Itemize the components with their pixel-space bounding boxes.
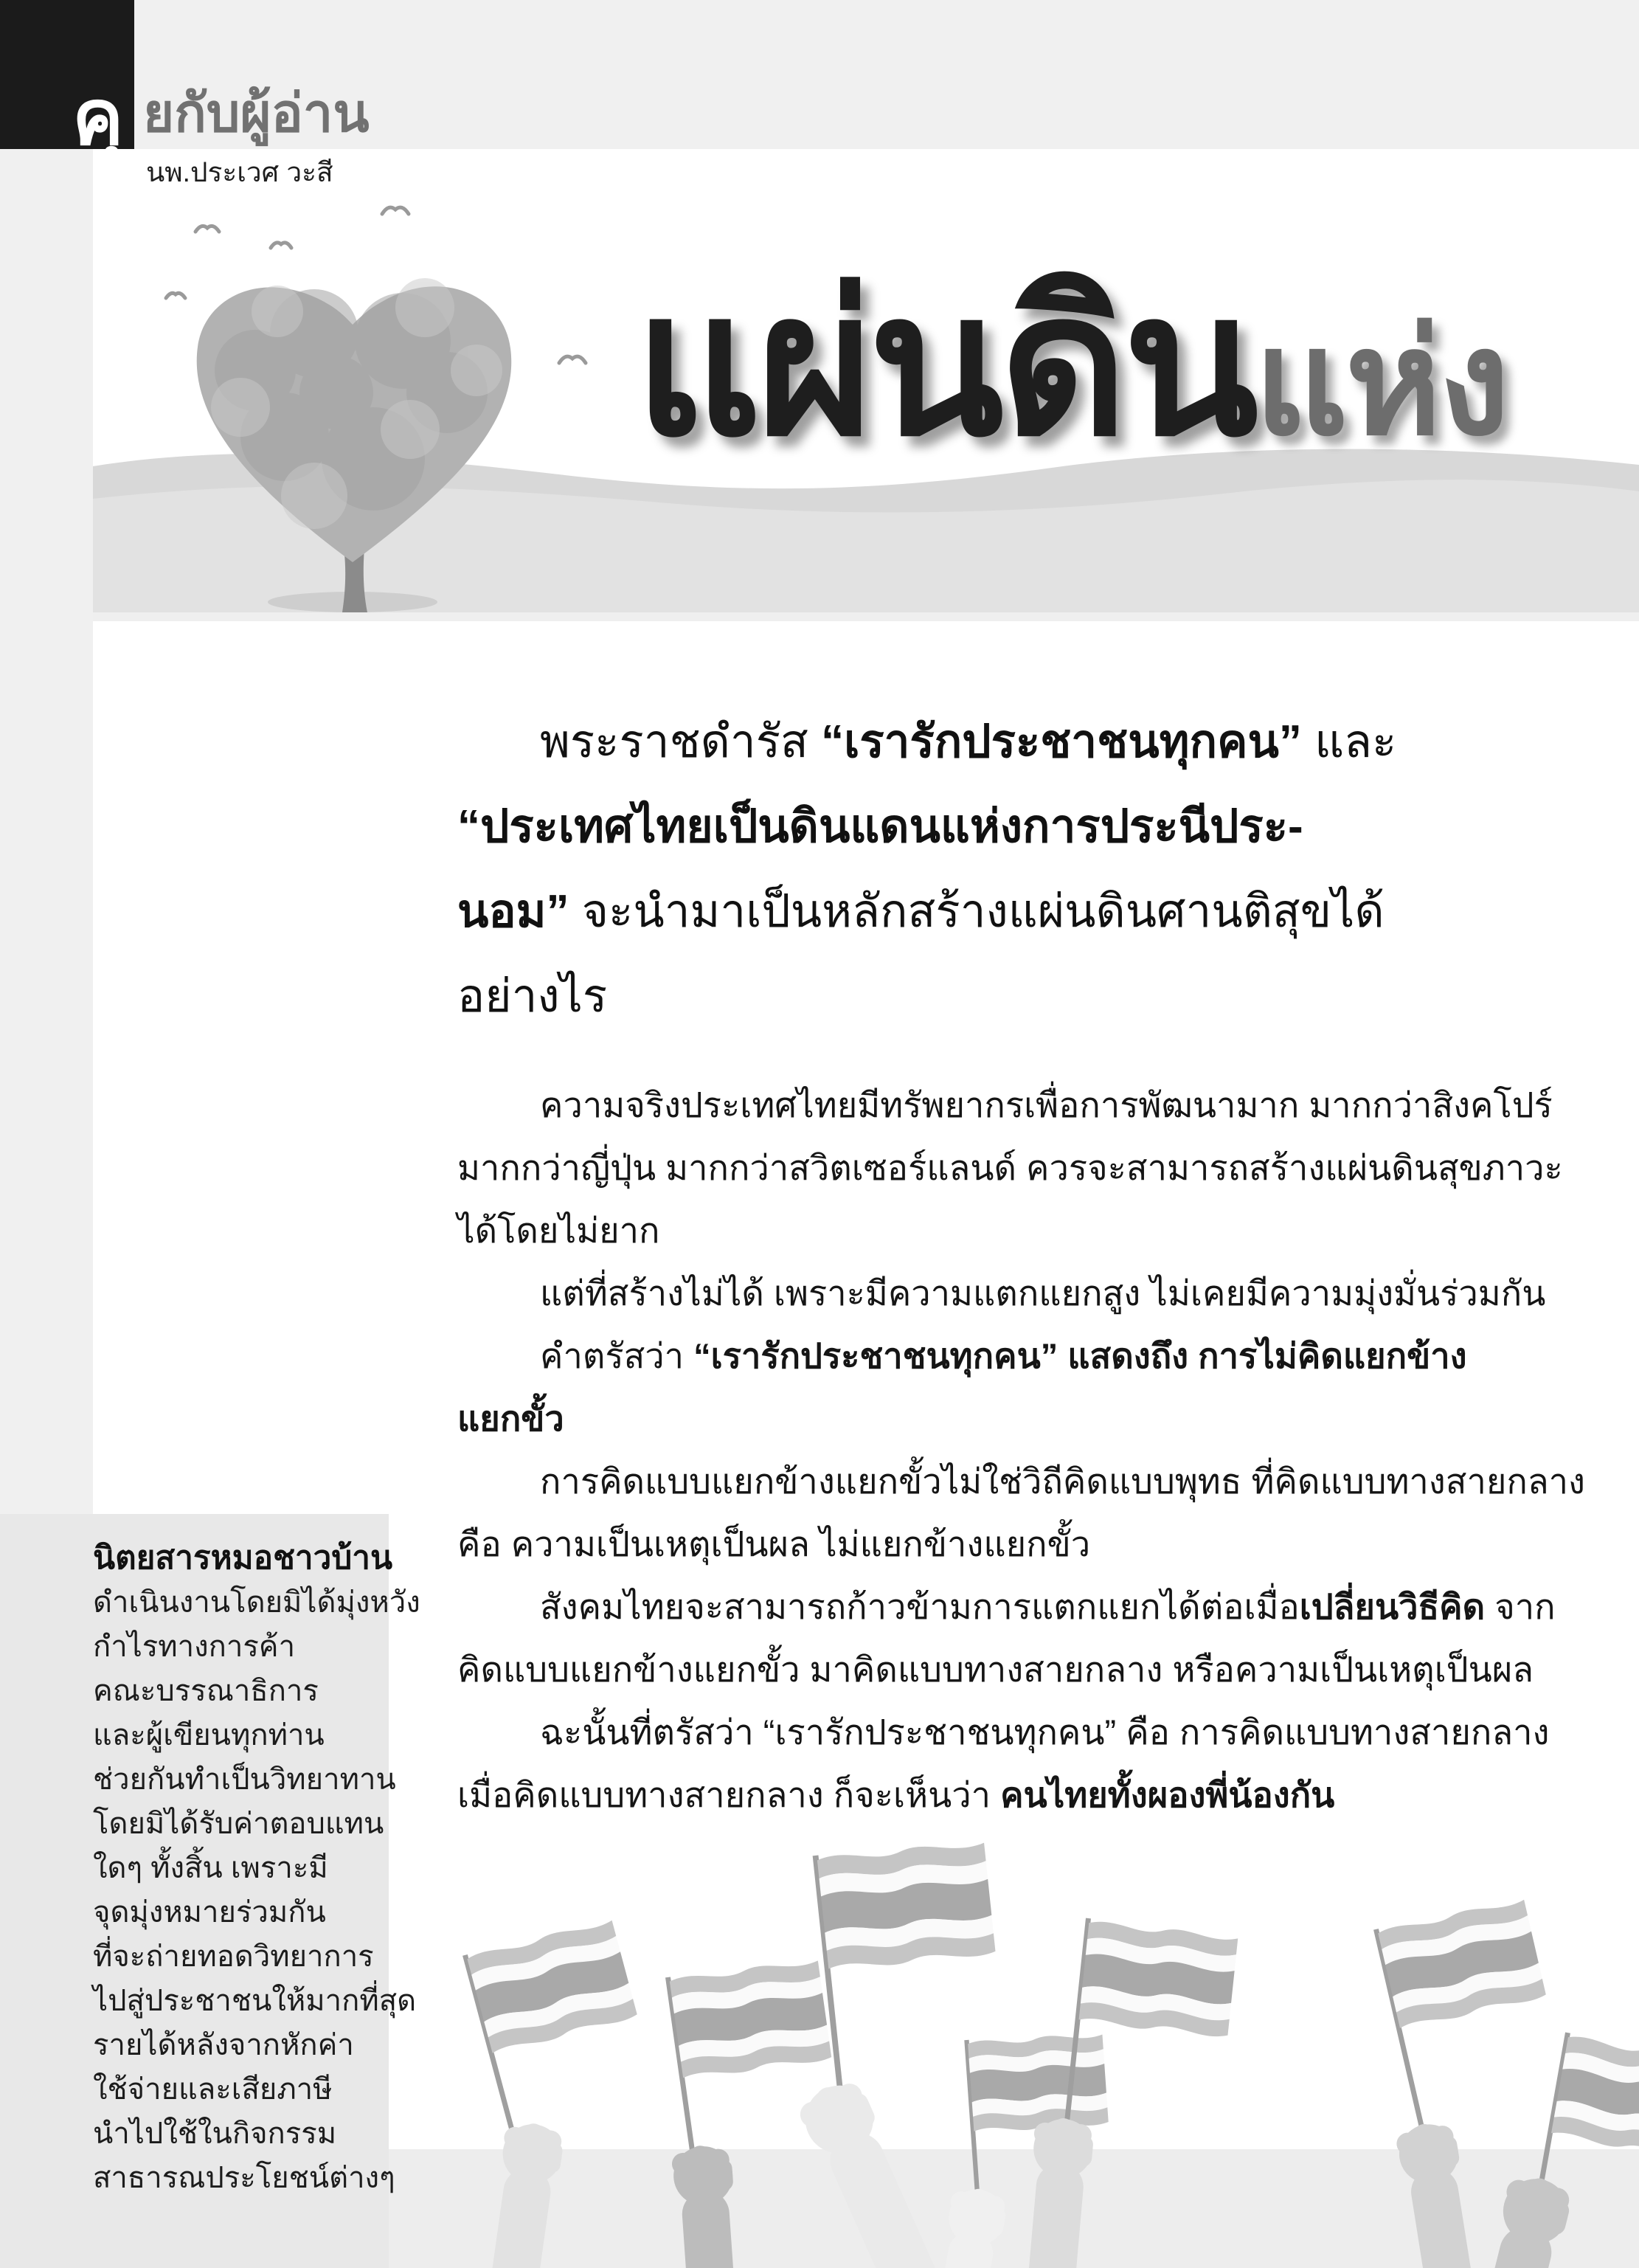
sidebar-line: ใช้จ่ายและเสียภาษี <box>93 2073 333 2106</box>
body-line: ความจริงประเทศไทยมีทรัพยากรเพื่อการพัฒนามาก มากกว่าสิงคโปร์ <box>540 1085 1553 1124</box>
sidebar-line: คณะบรรณาธิการ <box>93 1675 319 1707</box>
page-title-sub: แห่ง <box>1254 301 1508 464</box>
lead-line: “ประเทศไทยเป็นดินแดนแห่งการประนีประ- <box>457 801 1303 852</box>
lead-line: อย่างไร <box>457 971 608 1022</box>
magazine-info-sidebar <box>0 1514 420 2268</box>
body-line: คิดแบบแยกข้างแยกขั้ว มาคิดแบบทางสายกลาง หรือความเป็นเหตุเป็นผล <box>457 1650 1534 1689</box>
sidebar-line: สาธารณประโยชน์ต่างๆ <box>93 2162 395 2194</box>
sidebar-line: ดำเนินงานโดยมิได้มุ่งหวัง <box>93 1586 420 1619</box>
body-text <box>457 1074 1585 1826</box>
page-title <box>634 254 1508 475</box>
body-line: แต่ที่สร้างไม่ได้ เพราะมีความแตกแยกสูง ไม่เคยมีความมุ่งมั่นร่วมกัน <box>540 1273 1546 1313</box>
author-name: นพ.ประเวศ วะสี <box>146 157 333 187</box>
sidebar-heading: นิตยสารหมอชาวบ้าน <box>93 1540 393 1576</box>
sidebar-line: กำไรทางการค้า <box>93 1631 296 1663</box>
left-margin-strip <box>0 149 93 1514</box>
lead-line: นอม” จะนำมาเป็นหลักสร้างแผ่นดินศานติสุขได้ <box>457 886 1385 937</box>
sidebar-line: ไปสู่ประชาชนให้มากที่สุด <box>93 1985 417 2017</box>
lead-paragraph <box>457 699 1542 1039</box>
body-line: คือ ความเป็นเหตุเป็นผล ไม่แยกข้างแยกขั้ว <box>457 1524 1091 1563</box>
body-line: แยกขั้ว <box>457 1399 564 1438</box>
body-line: การคิดแบบแยกข้างแยกขั้วไม่ใช่วิถีคิดแบบพุทธ ที่คิดแบบทางสายกลาง <box>540 1462 1585 1501</box>
page-title-main: แผ่นดิน <box>634 254 1255 475</box>
body-line: คำตรัสว่า “เรารักประชาชนทุกคน” แสดงถึง การไม่คิดแยกข้าง <box>540 1336 1467 1375</box>
sidebar-line: ที่จะถ่ายทอดวิทยาการ <box>93 1940 374 1973</box>
body-line: มากกว่าญี่ปุ่น มากกว่าสวิตเซอร์แลนด์ ควรจะสามารถสร้างแผ่นดินสุขภาวะ <box>457 1148 1563 1187</box>
sidebar-line: โดยมิได้รับค่าตอบแทน <box>93 1808 384 1840</box>
body-line: เมื่อคิดแบบทางสายกลาง ก็จะเห็นว่า คนไทยทั้งผองพี่น้องกัน <box>457 1775 1335 1814</box>
body-line: ฉะนั้นที่ตรัสว่า “เรารักประชาชนทุกคน” คือ การคิดแบบทางสายกลาง <box>540 1712 1550 1752</box>
sidebar-line: และผู้เขียนทุกท่าน <box>93 1719 325 1752</box>
body-line: สังคมไทยจะสามารถก้าวข้ามการแตกแยกได้ต่อเมื่อเปลี่ยนวิธีคิด จาก <box>540 1587 1556 1626</box>
section-initial-letter: คุ <box>72 75 124 161</box>
flags-illustration <box>384 1793 1639 2268</box>
sidebar-line: นำไปใช้ในกิจกรรม <box>93 2117 337 2150</box>
lead-line: พระราชดำรัส “เรารักประชาชนทุกคน” และ <box>540 716 1397 767</box>
column-title: ยกับผู้อ่าน <box>143 84 370 143</box>
sidebar-line: รายได้หลังจากหักค่า <box>93 2029 354 2061</box>
sidebar-line: ช่วยกันทำเป็นวิทยาทาน <box>93 1763 396 1796</box>
body-line: ได้โดยไม่ยาก <box>457 1211 660 1250</box>
sidebar-text <box>93 1580 420 2200</box>
sidebar-line: ใดๆ ทั้งสิ้น เพราะมี <box>93 1852 328 1884</box>
sidebar-line: จุดมุ่งหมายร่วมกัน <box>93 1896 326 1929</box>
